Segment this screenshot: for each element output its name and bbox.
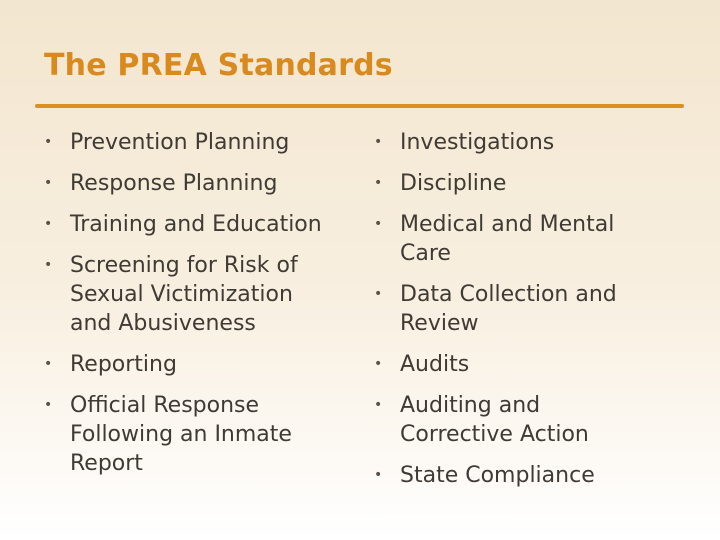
bullet-icon: • (44, 134, 53, 150)
list-item-text: Prevention Planning (70, 130, 290, 155)
list-item (374, 391, 694, 449)
bullet-icon: • (374, 216, 383, 232)
bullet-icon: • (374, 134, 383, 150)
list-item-text: Audits (400, 352, 470, 377)
list-item-text: Auditing and Corrective Action (400, 393, 589, 447)
bullet-icon: • (44, 257, 53, 273)
right-bullet-list (374, 128, 694, 502)
bullet-icon: • (44, 356, 53, 372)
bullet-icon: • (44, 397, 53, 413)
list-item (374, 461, 694, 490)
list-item-text: Discipline (400, 171, 507, 196)
bullet-icon: • (374, 397, 383, 413)
list-item (44, 169, 364, 198)
left-bullet-list (44, 128, 364, 490)
list-item-text: Response Planning (70, 171, 278, 196)
list-item-text: Reporting (70, 352, 177, 377)
list-item-text: State Compliance (400, 463, 595, 488)
list-item (44, 128, 364, 157)
list-item-text: Official Response Following an Inmate Report (70, 393, 292, 476)
list-item (44, 350, 364, 379)
bullet-icon: • (374, 175, 383, 191)
bullet-icon: • (374, 356, 383, 372)
list-item (44, 210, 364, 239)
list-item (44, 391, 364, 478)
list-item (44, 251, 364, 338)
bullet-icon: • (374, 467, 383, 483)
list-item (374, 210, 694, 268)
list-item-text: Medical and Mental Care (400, 212, 615, 266)
list-item (374, 128, 694, 157)
title-underline-rule (35, 104, 684, 108)
list-item (374, 350, 694, 379)
bullet-icon: • (44, 175, 53, 191)
list-item (374, 169, 694, 198)
bullet-icon: • (374, 286, 383, 302)
list-item-text: Training and Education (70, 212, 322, 237)
bullet-icon: • (44, 216, 53, 232)
list-item-text: Investigations (400, 130, 555, 155)
slide-title: The PREA Standards (44, 48, 393, 83)
list-item (374, 280, 694, 338)
list-item-text: Screening for Risk of Sexual Victimization and Abusiveness (70, 253, 298, 336)
list-item-text: Data Collection and Review (400, 282, 617, 336)
